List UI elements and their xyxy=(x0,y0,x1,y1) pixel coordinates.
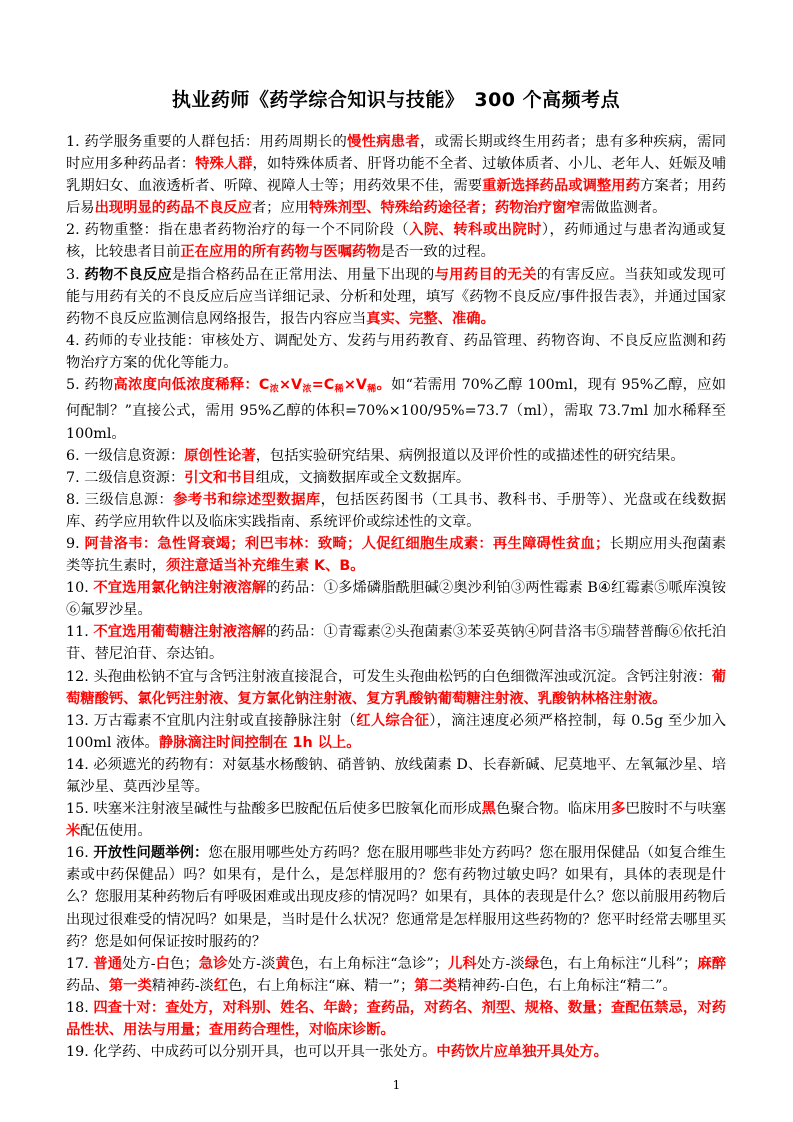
red-highlight-run: 正在应用的所有药物与医嘱药物 xyxy=(180,244,381,261)
text-run: 7. 二级信息资源： xyxy=(66,469,185,486)
bold-run: 开放性问题举例： xyxy=(93,845,209,862)
text-run: 是指合格药品在正常用法、用量下出现的 xyxy=(172,266,435,283)
text-run: 精神药-淡 xyxy=(151,977,214,994)
paragraph-16 xyxy=(66,842,726,952)
text-run: 3. xyxy=(66,266,85,283)
document-body xyxy=(66,131,726,1063)
red-highlight-run: 葡萄糖酸钙、氯化钙注射液、复方氯化钠注射液、复方乳酸钠葡萄糖注射液、乳酸钠林格注射液。 xyxy=(66,668,726,707)
text-run: ，包括医药图书（工具书、教科书、手册等）、光盘或在线数据库、药学应用软件以及临床实践指南、系统评价或综述性的文章。 xyxy=(66,491,727,530)
red-highlight-run: 黑 xyxy=(481,801,497,818)
red-highlight-run: 特殊剂型、特殊给药途径者；药物治疗窗窄 xyxy=(309,200,581,217)
paragraph-13 xyxy=(66,710,726,754)
bold-run: 药物不良反应 xyxy=(84,266,173,283)
paragraph-1 xyxy=(66,131,726,219)
paragraph-15 xyxy=(66,798,726,842)
paragraph-6 xyxy=(66,445,726,467)
text-run: 4. 药师的专业技能：审核处方、调配处方、发药与用药教育、药品管理、药物咨询、不良反应监测和药物治疗方案的优化等能力。 xyxy=(66,332,726,371)
red-highlight-run: 麻醉 xyxy=(697,955,726,972)
red-highlight-run: 不宜选用氯化钠注射液溶解 xyxy=(93,580,267,597)
red-highlight-run: 参考书和综述型数据库 xyxy=(173,491,321,508)
paragraph-9 xyxy=(66,533,726,577)
text-run: 处方- xyxy=(122,955,156,972)
text-run: 15. 呋塞米注射液呈碱性与盐酸多巴胺配伍后使多巴胺氧化而形成 xyxy=(66,801,482,818)
red-highlight-run: 重新选择药品或调整用药 xyxy=(482,178,640,195)
text-run: ），滴注速度必须严格控制，每 0.5g 至少加入 100ml 液体。 xyxy=(66,712,727,751)
text-run: ，包括实验研究结果、病例报道以及评价性的或描述性的研究结果。 xyxy=(255,447,685,464)
red-highlight-run: =C xyxy=(311,377,335,394)
paragraph-18 xyxy=(66,997,726,1041)
red-highlight-run: 。 xyxy=(376,377,392,394)
red-highlight-run: 儿科 xyxy=(447,955,477,972)
text-run: 色，右上角标注“急诊”； xyxy=(289,955,448,972)
text-run: 色，右上角标注“儿科”； xyxy=(539,955,698,972)
red-highlight-run: 静脉滴注时间控制在 1h 以上。 xyxy=(158,734,361,751)
text-run: 需做监测者。 xyxy=(580,200,667,217)
paragraph-17 xyxy=(66,953,726,997)
text-run: 13. 万古霉素不宜肌内注射或直接静脉注射（ xyxy=(66,712,357,729)
text-run: 配伍使用。 xyxy=(80,823,152,840)
paragraph-12 xyxy=(66,666,726,710)
red-highlight-run: 白 xyxy=(155,955,171,972)
paragraph-3 xyxy=(66,264,726,330)
text-run: 8. 三级信息源： xyxy=(66,491,174,508)
text-run: 如“若需用 70%乙醇 100ml，现有 95%乙醇，应如何配制？”直接公式，需用 95%乙醇的体积=70%×100/95%=73.7（ml），需取 73.7ml 加水稀释至 100ml。 xyxy=(66,377,727,442)
red-highlight-run: 须注意适当补充维生素 K、B。 xyxy=(166,558,365,575)
red-subscript-run: 浓 xyxy=(269,384,280,395)
text-run: 的药品：①多烯磷脂酰胆碱②奥沙利铂③两性霉素 B④红霉素⑤哌库溴铵⑥氟罗沙星。 xyxy=(66,580,726,619)
text-run: 10. xyxy=(66,580,94,597)
red-highlight-run: 不宜选用葡萄糖注射液溶解 xyxy=(93,624,266,641)
red-highlight-run: 红 xyxy=(213,977,229,994)
text-run: 的药品：①青霉素②头孢菌素③苯妥英钠④阿昔洛韦⑤瑞替普酶⑥依托泊苷、替尼泊苷、奈达铂。 xyxy=(66,624,726,663)
text-run: 的有害反应。当获知或发现可能与用药有关的不良反应后应当详细记录、分析和处理，填写《药物不良反应/事件报告表》，并通过国家药物不良反应监测信息网络报告，报告内容应当 xyxy=(66,266,727,327)
text-run: 6. 一级信息资源： xyxy=(66,447,185,464)
paragraph-7 xyxy=(66,467,726,489)
red-highlight-run: 米 xyxy=(66,823,81,840)
red-highlight-run: 真实、完整、准确。 xyxy=(366,310,495,327)
text-run: 色，右上角标注“麻、精一”； xyxy=(228,977,415,994)
text-run: 是否一致的过程。 xyxy=(380,244,495,261)
text-run: 14. 必须遮光的药物有：对氨基水杨酸钠、硝普钠、放线菌素 D、长春新碱、尼莫地平、左氧氟沙星、培氟沙星、莫西沙星等。 xyxy=(66,756,726,795)
text-run: 处方-淡 xyxy=(227,955,276,972)
text-run: 18. xyxy=(66,999,94,1016)
text-run: 19. 化学药、中成药可以分别开具，也可以开具一张处方。 xyxy=(66,1044,437,1061)
red-highlight-run: 急诊 xyxy=(198,955,228,972)
text-run: 色； xyxy=(170,955,199,972)
text-run: 方案者；用药后易 xyxy=(66,178,727,217)
text-run: 精神药-白色，右上角标注“精二”。 xyxy=(457,977,677,994)
red-highlight-run: 入院、转科或出院时 xyxy=(409,222,542,239)
paragraph-11 xyxy=(66,621,726,665)
text-run: ，如特殊体质者、肝肾功能不全者、过敏体质者、小儿、老年人、妊娠及哺乳期妇女、血液透析者、听障、视障人士等；用药效果不佳，需要 xyxy=(66,156,727,195)
text-run: 1. 药学服务重要的人群包括：用药周期长的 xyxy=(66,134,348,150)
red-highlight-run: 普通 xyxy=(93,955,123,972)
red-highlight-run: 第二类 xyxy=(414,977,458,994)
red-highlight-run: 与用药目的无关 xyxy=(434,266,537,283)
paragraph-14 xyxy=(66,754,726,798)
red-highlight-run: 四查十对：查处方，对科别、姓名、年龄；查药品，对药名、剂型、规格、数量；查配伍禁忌，对药品性状、用法与用量；查用药合理性，对临床诊断。 xyxy=(66,999,726,1039)
text-run: 11. xyxy=(66,624,94,641)
document-title: 执业药师《药学综合知识与技能》 300 个高频考点 xyxy=(171,89,621,111)
red-highlight-run: 第一类 xyxy=(108,977,152,994)
red-highlight-run: 阿昔洛韦：急性肾衰竭；利巴韦林：致畸；人促红细胞生成素：再生障碍性贫血； xyxy=(84,535,610,552)
text-run: ），药师通过与患者沟通或复核，比较患者目前 xyxy=(66,222,727,261)
red-highlight-run: 出现明显的药品不良反应 xyxy=(94,200,252,217)
text-run: 5. 药物 xyxy=(66,377,114,394)
red-highlight-run: 黄 xyxy=(275,955,290,972)
text-run: 处方-淡 xyxy=(476,955,525,972)
red-highlight-run: 多 xyxy=(611,801,626,818)
red-highlight-run: 引文和书目 xyxy=(184,469,256,486)
red-highlight-run: 慢性病患者 xyxy=(347,134,420,150)
paragraph-4 xyxy=(66,330,726,374)
text-run: 长期应用头孢菌素类等抗生素时， xyxy=(66,535,727,575)
text-run: 您在服用哪些处方药吗？您在服用哪些非处方药吗？您在服用保健品（如复合维生素或中药保健品）吗？如果有，是什么，是怎样服用的？您有药物过敏史吗？如果有，具体的表现是什么？您服用某种药物后有呼吸困难或出现皮疹的情况吗？如果有，具体的表现是什么？您以前服用药物后出现过很难受的情况吗？如果是，当时是什么状况？您通常是怎样服用这些药物的？您平时经常去哪里买药？您是如何保证按时服药的？ xyxy=(66,845,727,950)
text-run: 12. 头孢曲松钠不宜与含钙注射液直接混合，可发生头孢曲松钙的白色细微浑浊或沉淀。含钙注射液： xyxy=(66,668,712,685)
text-run: 巴胺时不与呋塞 xyxy=(625,801,727,818)
text-run: 药品、 xyxy=(66,977,109,994)
paragraph-8 xyxy=(66,489,726,533)
red-subscript-run: 浓 xyxy=(302,384,312,395)
paragraph-10 xyxy=(66,577,726,621)
paragraph-2 xyxy=(66,219,726,263)
red-highlight-run: ×V xyxy=(279,377,303,394)
red-highlight-run: 红人综合征 xyxy=(356,712,430,729)
text-run: 2. 药物重整：指在患者药物治疗的每一个不同阶段（ xyxy=(66,222,410,239)
red-subscript-run: 稀 xyxy=(366,384,377,395)
red-highlight-run: 绿 xyxy=(524,955,540,972)
text-run: 9. xyxy=(66,535,85,552)
red-highlight-run: 特殊人群 xyxy=(195,156,253,173)
paragraph-5 xyxy=(66,374,726,445)
text-run: 组成，文摘数据库或全文数据库。 xyxy=(255,469,471,486)
text-run: 17. xyxy=(66,955,94,972)
red-highlight-run: 高浓度向低浓度稀释：C xyxy=(113,377,270,394)
paragraph-19 xyxy=(66,1041,726,1063)
text-run: 16. xyxy=(66,845,94,862)
text-run: 色聚合物。临床用 xyxy=(496,801,612,818)
red-highlight-run: 原创性论著 xyxy=(184,447,256,464)
red-highlight-run: ×V xyxy=(343,377,367,394)
page-number: 1 xyxy=(392,1078,401,1092)
red-subscript-run: 稀 xyxy=(334,384,344,395)
text-run: ，或需长期或终生用药者；患有多种疾病，需同时应用多种药品者： xyxy=(66,134,727,173)
text-run: 者；应用 xyxy=(251,200,310,217)
red-highlight-run: 中药饮片应单独开具处方。 xyxy=(436,1044,608,1061)
